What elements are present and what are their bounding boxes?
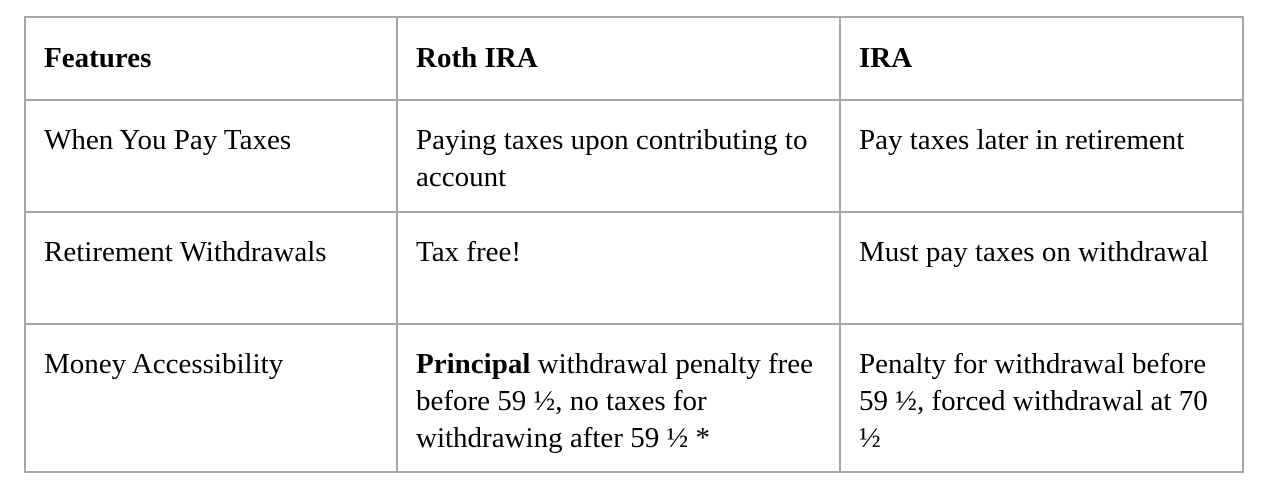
comparison-table [24, 16, 1244, 473]
header-features: Features [25, 17, 397, 100]
ira-cell: Pay taxes later in retirement [840, 100, 1243, 212]
ira-cell: Must pay taxes on withdrawal [840, 212, 1243, 324]
ira-cell: Penalty for withdrawal before 59 ½, forced withdrawal at 70 ½ [840, 324, 1243, 472]
table-header-row [25, 17, 1243, 100]
table-row [25, 212, 1243, 324]
principal-emphasis: Principal [416, 348, 531, 380]
roth-ira-cell: Paying taxes upon contributing to account [397, 100, 840, 212]
feature-cell: When You Pay Taxes [25, 100, 397, 212]
table-row [25, 100, 1243, 212]
feature-cell: Money Accessibility [25, 324, 397, 472]
table-row [25, 324, 1243, 472]
roth-ira-cell-text: withdrawal penalty free before 59 ½, no taxes for withdrawing after 59 ½ * [416, 348, 814, 454]
header-ira: IRA [840, 17, 1243, 100]
roth-ira-cell [397, 324, 840, 472]
roth-ira-cell: Tax free! [397, 212, 840, 324]
header-roth-ira: Roth IRA [397, 17, 840, 100]
feature-cell: Retirement Withdrawals [25, 212, 397, 324]
